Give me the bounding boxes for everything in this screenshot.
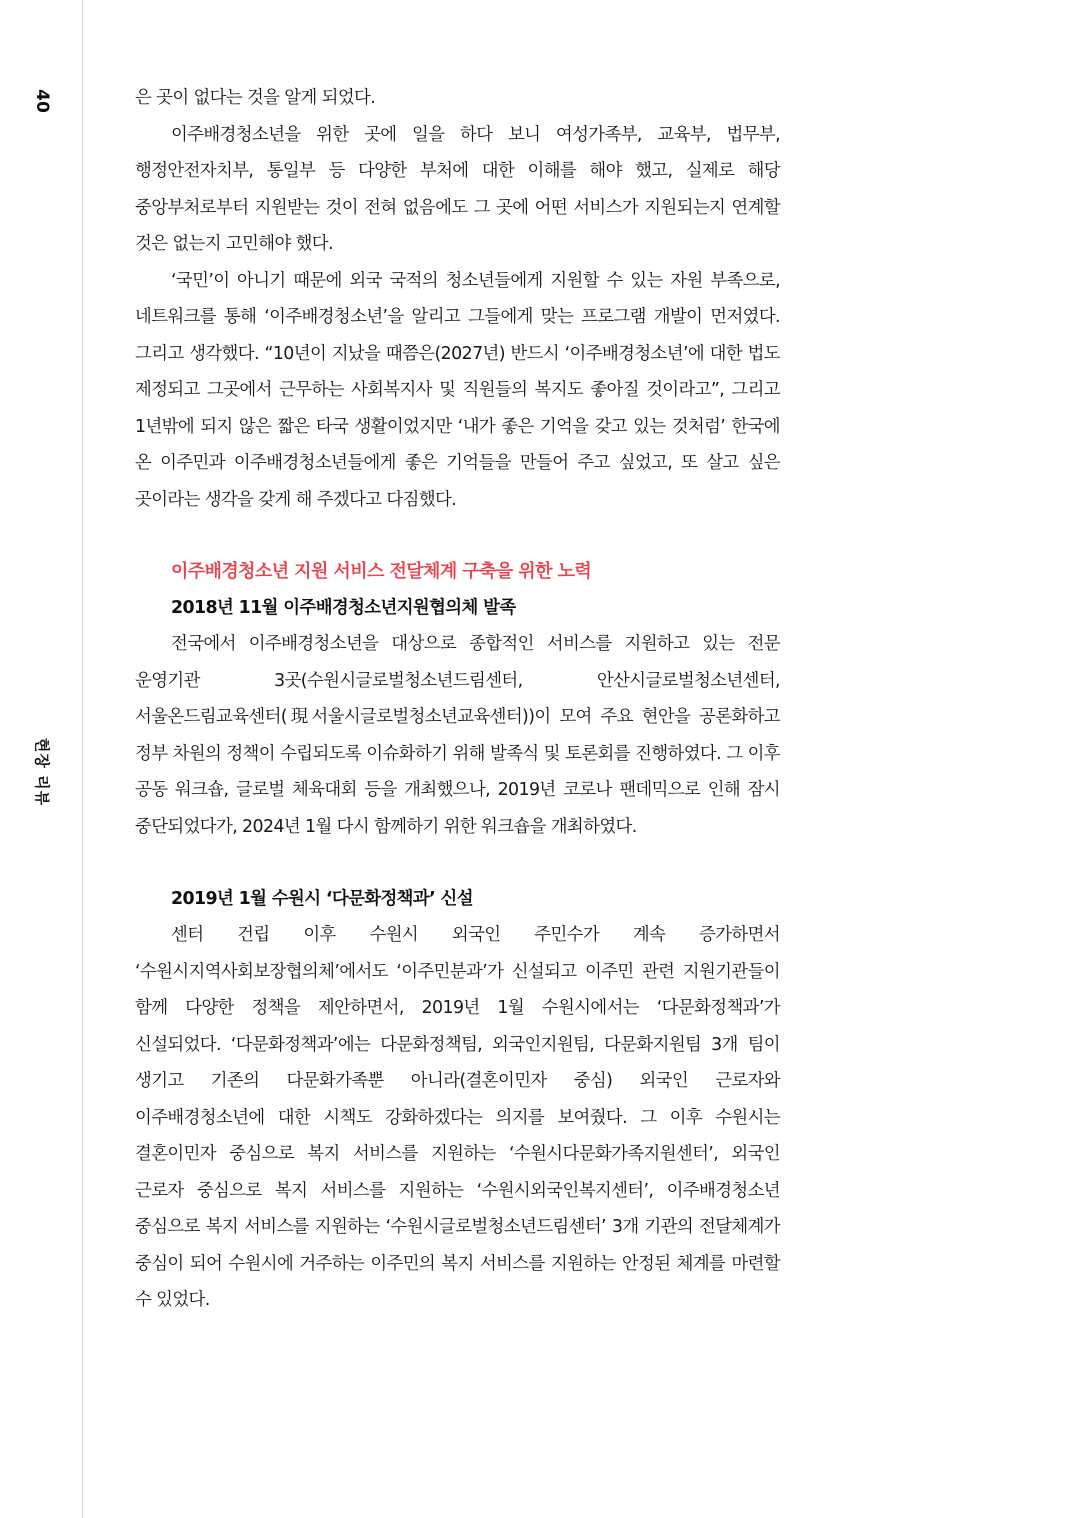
paragraph-council: 전국에서 이주배경청소년을 대상으로 종합적인 서비스를 지원하고 있는 전문 운영기관 3곳(수원시글로벌청소년드림센터, 안산시글로벌청소년센터, 서울온드림교육센터(現서울시글로벌청소년교육센터))이 모여 주요 현안을 공론화하고 정부 차원의 정책이 수립되도록 이슈화하기 위해 발족식 및 토론회를 진행하였다. 그 이후 공동 워크숍, 글로벌 체육대회 등을 개최했으나, 2019년 코로나 팬데믹으로 인해 잠시 중단되었다가, 2024년 1월 다시 함께하기 위한 워크숍을 개최하였다. xyxy=(135,634,780,837)
intro-fragment: 은 곳이 없다는 것을 알게 되었다. xyxy=(135,88,376,108)
page-number: 40 xyxy=(32,89,52,113)
section-heading: 이주배경청소년 지원 서비스 전달체계 구축을 위한 노력 xyxy=(171,561,592,582)
subheading-multicultural-division: 2019년 1월 수원시 ‘다문화정책과’ 신설 xyxy=(171,889,473,909)
paragraph-resolution: ‘국민’이 아니기 때문에 외국 국적의 청소년들에게 지원할 수 있는 자원 부족으로, 네트워크를 통해 ‘이주배경청소년’을 알리고 그들에게 맞는 프로그램 개발이 먼저였다. 그리고 생각했다. “10년이 지났을 때쯤은(2027년) 반드시 ‘이주배경청소년’에 대한 법도 제정되고 그곳에서 근무하는 사회복지사 및 직원들의 복지도 좋아질 것이라고”, 그리고 1년밖에 되지 않은 짧은 타국 생활이었지만 ‘내가 좋은 기억을 갖고 있는 것처럼’ 한국에 온 이주민과 이주배경청소년들에게 좋은 기억들을 만들어 주고 싶었고, 또 살고 싶은 곳이라는 생각을 갖게 해 주겠다고 다짐했다. xyxy=(135,270,780,510)
subheading-council: 2018년 11월 이주배경청소년지원협의체 발족 xyxy=(171,598,516,618)
spacer xyxy=(135,518,780,554)
margin-rule xyxy=(82,0,83,1518)
spacer xyxy=(135,845,780,881)
section-label: 현장 리뷰 xyxy=(33,737,51,807)
paragraph-multicultural-division: 센터 건립 이후 수원시 외국인 주민수가 계속 증가하면서 ‘수원시지역사회보장협의체’에서도 ‘이주민분과’가 신설되고 이주민 관련 지원기관들이 함께 다양한 정책을 제안하면서, 2019년 1월 수원시에서는 ‘다문화정책과’가 신설되었다. ‘다문화정책과’에는 다문화정책팀, 외국인지원팀, 다문화지원팀 3개 팀이 생기고 기존의 다문화가족뿐 아니라(결혼이민자 중심) 외국인 근로자와 이주배경청소년에 대한 시책도 강화하겠다는 의지를 보여줬다. 그 이후 수원시는 결혼이민자 중심으로 복지 서비스를 지원하는 ‘수원시다문화가족지원센터’, 외국인 근로자 중심으로 복지 서비스를 지원하는 ‘수원시외국인복지센터’, 이주배경청소년 중심으로 복지 서비스를 지원하는 ‘수원시글로벌청소년드림센터’ 3개 기관의 전달체계가 중심이 되어 수원시에 거주하는 이주민의 복지 서비스를 지원하는 안정된 체계를 마련할 수 있었다. xyxy=(135,925,780,1310)
article-body xyxy=(135,80,780,1319)
paragraph-ministries: 이주배경청소년을 위한 곳에 일을 하다 보니 여성가족부, 교육부, 법무부, 행정안전자치부, 통일부 등 다양한 부처에 대한 이해를 해야 했고, 실제로 해당 중앙부처로부터 지원받는 것이 전혀 없음에도 그 곳에 어떤 서비스가 지원되는지 연계할 것은 없는지 고민해야 했다. xyxy=(135,124,780,254)
